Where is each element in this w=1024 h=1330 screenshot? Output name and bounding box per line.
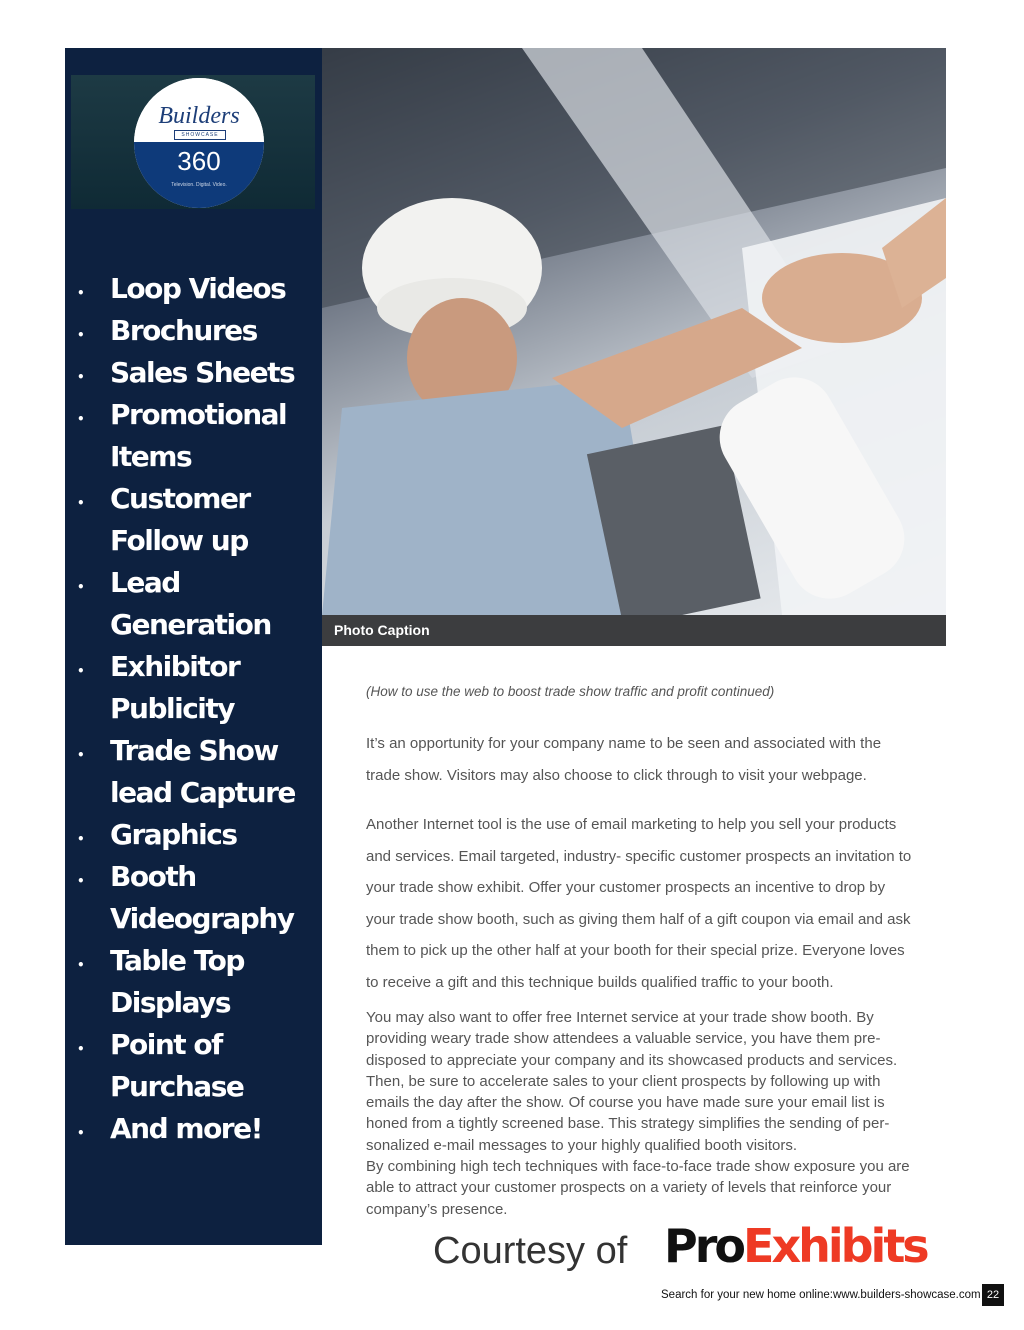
footer-search-text: Search for your new home online:www.builders-showcase.com: [661, 1289, 981, 1301]
proexhibits-logo: [664, 1218, 927, 1274]
article-line: your trade show exhibit. Offer your customer prospects an incentive to drop by: [366, 879, 886, 896]
article-line: honed from a tightly screened base. This strategy simplifies the sending of per-: [366, 1115, 890, 1133]
article-paragraph-1: [366, 728, 946, 792]
article-line: By combining high tech techniques with face-to-face trade show exposure you are: [366, 1158, 910, 1176]
service-item: [65, 310, 322, 352]
bullet-icon: •: [77, 1042, 85, 1056]
article-line: providing weary trade show attendees a valuable service, you have them pre-: [366, 1030, 881, 1048]
bullet-icon: •: [77, 958, 85, 972]
service-item-label: Displays: [110, 986, 231, 1019]
bullet-icon: •: [77, 496, 85, 510]
continued-note: (How to use the web to boost trade show traffic and profit continued): [366, 684, 775, 699]
service-item-continued: [65, 688, 322, 730]
bullet-icon: •: [77, 328, 85, 342]
article-line: You may also want to offer free Internet service at your trade show booth. By: [366, 1009, 874, 1026]
service-item: [65, 268, 322, 310]
service-item-continued: [65, 1066, 322, 1108]
bullet-icon: •: [77, 412, 85, 426]
service-item-continued: [65, 520, 322, 562]
article-line: emails the day after the show. Of course you have made sure your email list is: [366, 1094, 885, 1112]
service-item: [65, 478, 322, 520]
bullet-icon: •: [77, 748, 85, 762]
bullet-icon: •: [77, 370, 85, 384]
service-item-label: Booth: [110, 860, 196, 893]
article-line: Then, be sure to accelerate sales to your client prospects by following up with: [366, 1072, 881, 1090]
handshake-photo: [322, 48, 946, 615]
service-item-label: Point of: [110, 1028, 222, 1061]
logo-badge: [134, 78, 264, 208]
page-number: 22: [982, 1284, 1004, 1306]
logo-pro-text: Pro: [664, 1219, 744, 1273]
bullet-icon: •: [77, 580, 85, 594]
article-line: It’s an opportunity for your company name to be seen and associated with the: [366, 735, 882, 752]
bullet-icon: •: [77, 874, 85, 888]
service-item-label: Exhibitor: [110, 650, 240, 683]
service-item-label: Generation: [110, 608, 271, 641]
article-line: sonalized e-mail messages to your highly qualified booth visitors.: [366, 1136, 798, 1154]
service-item-label: Loop Videos: [110, 272, 286, 305]
service-item-label: Purchase: [110, 1070, 244, 1103]
service-item: [65, 856, 322, 898]
service-item-label: And more!: [110, 1112, 262, 1145]
sidebar: [65, 48, 322, 1245]
service-item: [65, 730, 322, 772]
bullet-icon: •: [77, 664, 85, 678]
bullet-icon: •: [77, 1126, 85, 1140]
article-line: able to attract your customer prospects on a variety of levels that reinforce your: [366, 1179, 892, 1197]
logo-tagline: Television. Digital. Video.: [171, 182, 227, 188]
service-item: [65, 352, 322, 394]
service-item-label: lead Capture: [110, 776, 295, 809]
article-line: disposed to appreciate your company and its showcased products and services.: [366, 1051, 898, 1069]
article-line: them to pick up the other half at your booth for their special prize. Everyone loves: [366, 942, 905, 959]
service-item-continued: [65, 898, 322, 940]
photo-caption-bar: [322, 615, 946, 646]
service-item-label: Publicity: [110, 692, 235, 725]
logo-script-text: Builders: [158, 103, 240, 129]
service-item: [65, 814, 322, 856]
service-item: [65, 940, 322, 982]
article-line: Another Internet tool is the use of email marketing to help you sell your products: [366, 816, 897, 833]
service-item-label: Trade Show: [110, 734, 278, 767]
service-item-label: Lead: [110, 566, 180, 599]
service-item-continued: [65, 772, 322, 814]
service-item-continued: [65, 982, 322, 1024]
service-item-label: Sales Sheets: [110, 356, 295, 389]
service-item-label: Items: [110, 440, 192, 473]
services-list: [65, 268, 322, 1150]
photo-caption: Photo Caption: [334, 622, 430, 638]
service-item-label: Promotional: [110, 398, 287, 431]
service-item-continued: [65, 604, 322, 646]
service-item: [65, 646, 322, 688]
builders-360-logo: [71, 75, 315, 209]
service-item-label: Graphics: [110, 818, 237, 851]
service-item: [65, 1024, 322, 1066]
logo-exhibits-text: Exhibits: [743, 1219, 927, 1273]
service-item-label: Follow up: [110, 524, 248, 557]
article-line: your trade show booth, such as giving them half of a gift coupon via email and ask: [366, 910, 911, 928]
service-item-label: Videography: [110, 902, 294, 935]
article-line: to receive a gift and this technique builds qualified traffic to your booth.: [366, 973, 834, 991]
service-item-label: Customer: [110, 482, 250, 515]
article-line: and services. Email targeted, industry- specific customer prospects an invitation to: [366, 847, 912, 865]
service-item-continued: [65, 436, 322, 478]
service-item: [65, 394, 322, 436]
logo-number: 360: [177, 146, 221, 176]
service-item: [65, 562, 322, 604]
bullet-icon: •: [77, 286, 85, 300]
bullet-icon: •: [77, 832, 85, 846]
article-line: trade show. Visitors may also choose to click through to visit your webpage.: [366, 767, 867, 784]
article-paragraph-2: [366, 809, 946, 998]
article-line: company’s presence.: [366, 1200, 508, 1218]
article-paragraph-3: [366, 1007, 946, 1220]
service-item-label: Table Top: [110, 944, 244, 977]
service-item: [65, 1108, 322, 1150]
courtesy-label: Courtesy of: [433, 1230, 628, 1272]
logo-sub-text: SHOWCASE: [174, 130, 226, 140]
service-item-label: Brochures: [110, 314, 257, 347]
photo-illustration: [322, 48, 946, 615]
